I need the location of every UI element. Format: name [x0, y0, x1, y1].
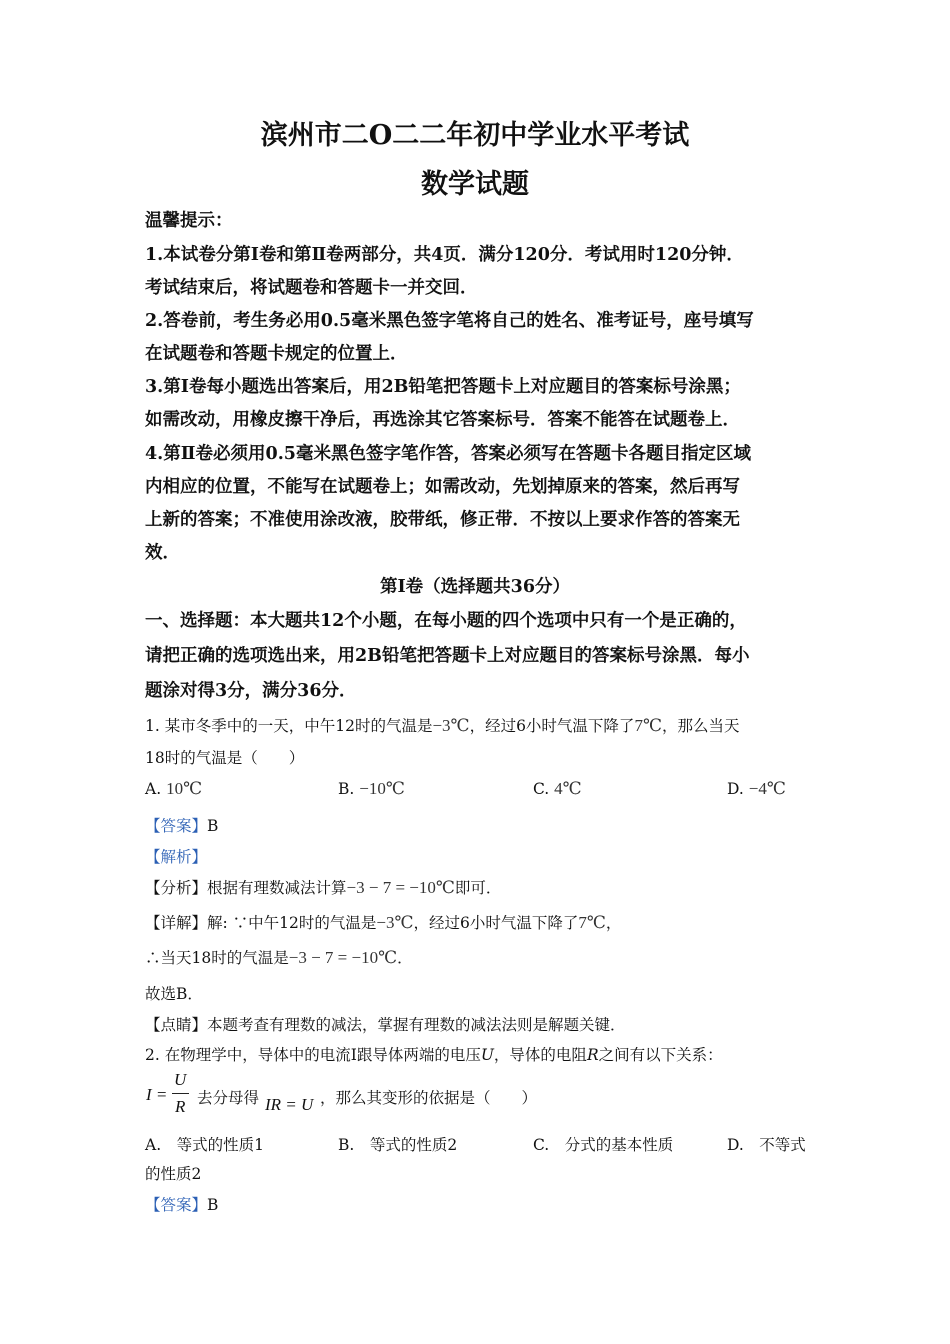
- choose-line: 故选B．: [145, 985, 203, 1003]
- notice-line: 4.第Ⅱ卷必须用0.5毫米黑色签字笔作答，答案必须写在答题卡各题目指定区域: [145, 444, 751, 464]
- notice-line: 在试题卷和答题卡规定的位置上．: [145, 344, 408, 364]
- exam-title: 滨州市二O二二年初中学业水平考试: [260, 120, 690, 151]
- question-2-end: ，那么其变形的依据是（ ）: [320, 1089, 538, 1107]
- answer-line: 【答案】B: [145, 817, 219, 835]
- temperature-value: 7℃: [634, 716, 662, 735]
- section-instruction: 题涂对得3分，满分36分．: [145, 681, 357, 701]
- detail-line: 【详解】解: ∵中午12时的气温是−3℃，经过6小时气温下降了7℃，: [145, 913, 622, 932]
- option-a: A. 等式的性质1: [145, 1136, 264, 1154]
- notice-line: 2.答卷前，考生务必用0.5毫米黑色签字笔将自己的姓名、准考证号，座号填写: [145, 311, 754, 331]
- notice-heading: 温馨提示：: [145, 211, 233, 231]
- section-instruction: 请把正确的选项选出来，用2B铅笔把答题卡上对应题目的答案标号涂黑．每小: [145, 646, 750, 666]
- notice-line: 内相应的位置，不能写在试题卷上；如需改动，先划掉原来的答案，然后再写: [145, 477, 740, 497]
- notice-line: 1.本试卷分第Ⅰ卷和第Ⅱ卷两部分，共4页．满分120分．考试用时120分钟．: [145, 245, 744, 265]
- option-b: B. 等式的性质2: [338, 1136, 458, 1154]
- notice-line: 效．: [145, 543, 180, 563]
- math-expression: −3 − 7 = −10℃: [346, 878, 455, 897]
- section-instruction: 一、选择题：本大题共12个小题，在每小题的四个选项中只有一个是正确的，: [145, 611, 747, 631]
- option-d: D. 不等式: [727, 1136, 806, 1154]
- option-d: D. −4℃: [727, 779, 786, 798]
- exam-subtitle: 数学试题: [421, 169, 529, 200]
- notice-line: 如需改动，用橡皮擦干净后，再选涂其它答案标号．答案不能答在试题卷上．: [145, 410, 740, 430]
- option-c: C. 分式的基本性质: [533, 1136, 674, 1154]
- option-c: C. 4℃: [533, 779, 582, 798]
- formula-lhs: I =: [146, 1085, 168, 1104]
- notice-line: 考试结束后，将试题卷和答题卡一并交回．: [145, 278, 478, 298]
- question-2-stem: 2. 在物理学中，导体中的电流Ⅰ跟导体两端的电压U，导体的电阻R之间有以下关系：: [145, 1046, 723, 1064]
- formula-middle-text: 去分母得: [197, 1089, 260, 1107]
- formula-numerator: U: [174, 1070, 187, 1089]
- answer-line: 【答案】B: [145, 1196, 219, 1214]
- answer-tag: 【答案】: [145, 1196, 208, 1214]
- fenxi-line: 【分析】根据有理数减法计算−3 − 7 = −10℃即可．: [145, 878, 502, 897]
- question-1-stem-line2: 18时的气温是（ ）: [145, 749, 305, 767]
- comment-line: 【点睛】本题考查有理数的减法，掌握有理数的减法法则是解题关键．: [145, 1016, 626, 1034]
- option-a: A. 10℃: [145, 779, 203, 798]
- temperature-value: −3℃: [432, 716, 470, 735]
- analysis-tag: 【解析】: [145, 848, 208, 866]
- option-b: B. −10℃: [338, 779, 405, 798]
- answer-tag: 【答案】: [145, 817, 208, 835]
- section-title: 第Ⅰ卷（选择题共36分）: [379, 577, 571, 597]
- therefore-line: ∴当天18时的气温是−3 − 7 = −10℃．: [145, 948, 413, 967]
- formula-ir-u: IR = U: [265, 1095, 314, 1114]
- formula-denominator: R: [175, 1097, 186, 1116]
- fraction-bar: [172, 1093, 189, 1094]
- notice-line: 3.第Ⅰ卷每小题选出答案后，用2B铅笔把答题卡上对应题目的答案标号涂黑；: [145, 377, 741, 397]
- math-expression: −3 − 7 = −10℃: [288, 948, 398, 967]
- option-d-continued: 的性质2: [145, 1165, 202, 1183]
- question-1-stem: 1. 某市冬季中的一天，中午12时的气温是−3℃，经过6小时气温下降了7℃，那么当天: [145, 716, 740, 735]
- notice-line: 上新的答案；不准使用涂改液，胶带纸，修正带．不按以上要求作答的答案无: [145, 510, 740, 530]
